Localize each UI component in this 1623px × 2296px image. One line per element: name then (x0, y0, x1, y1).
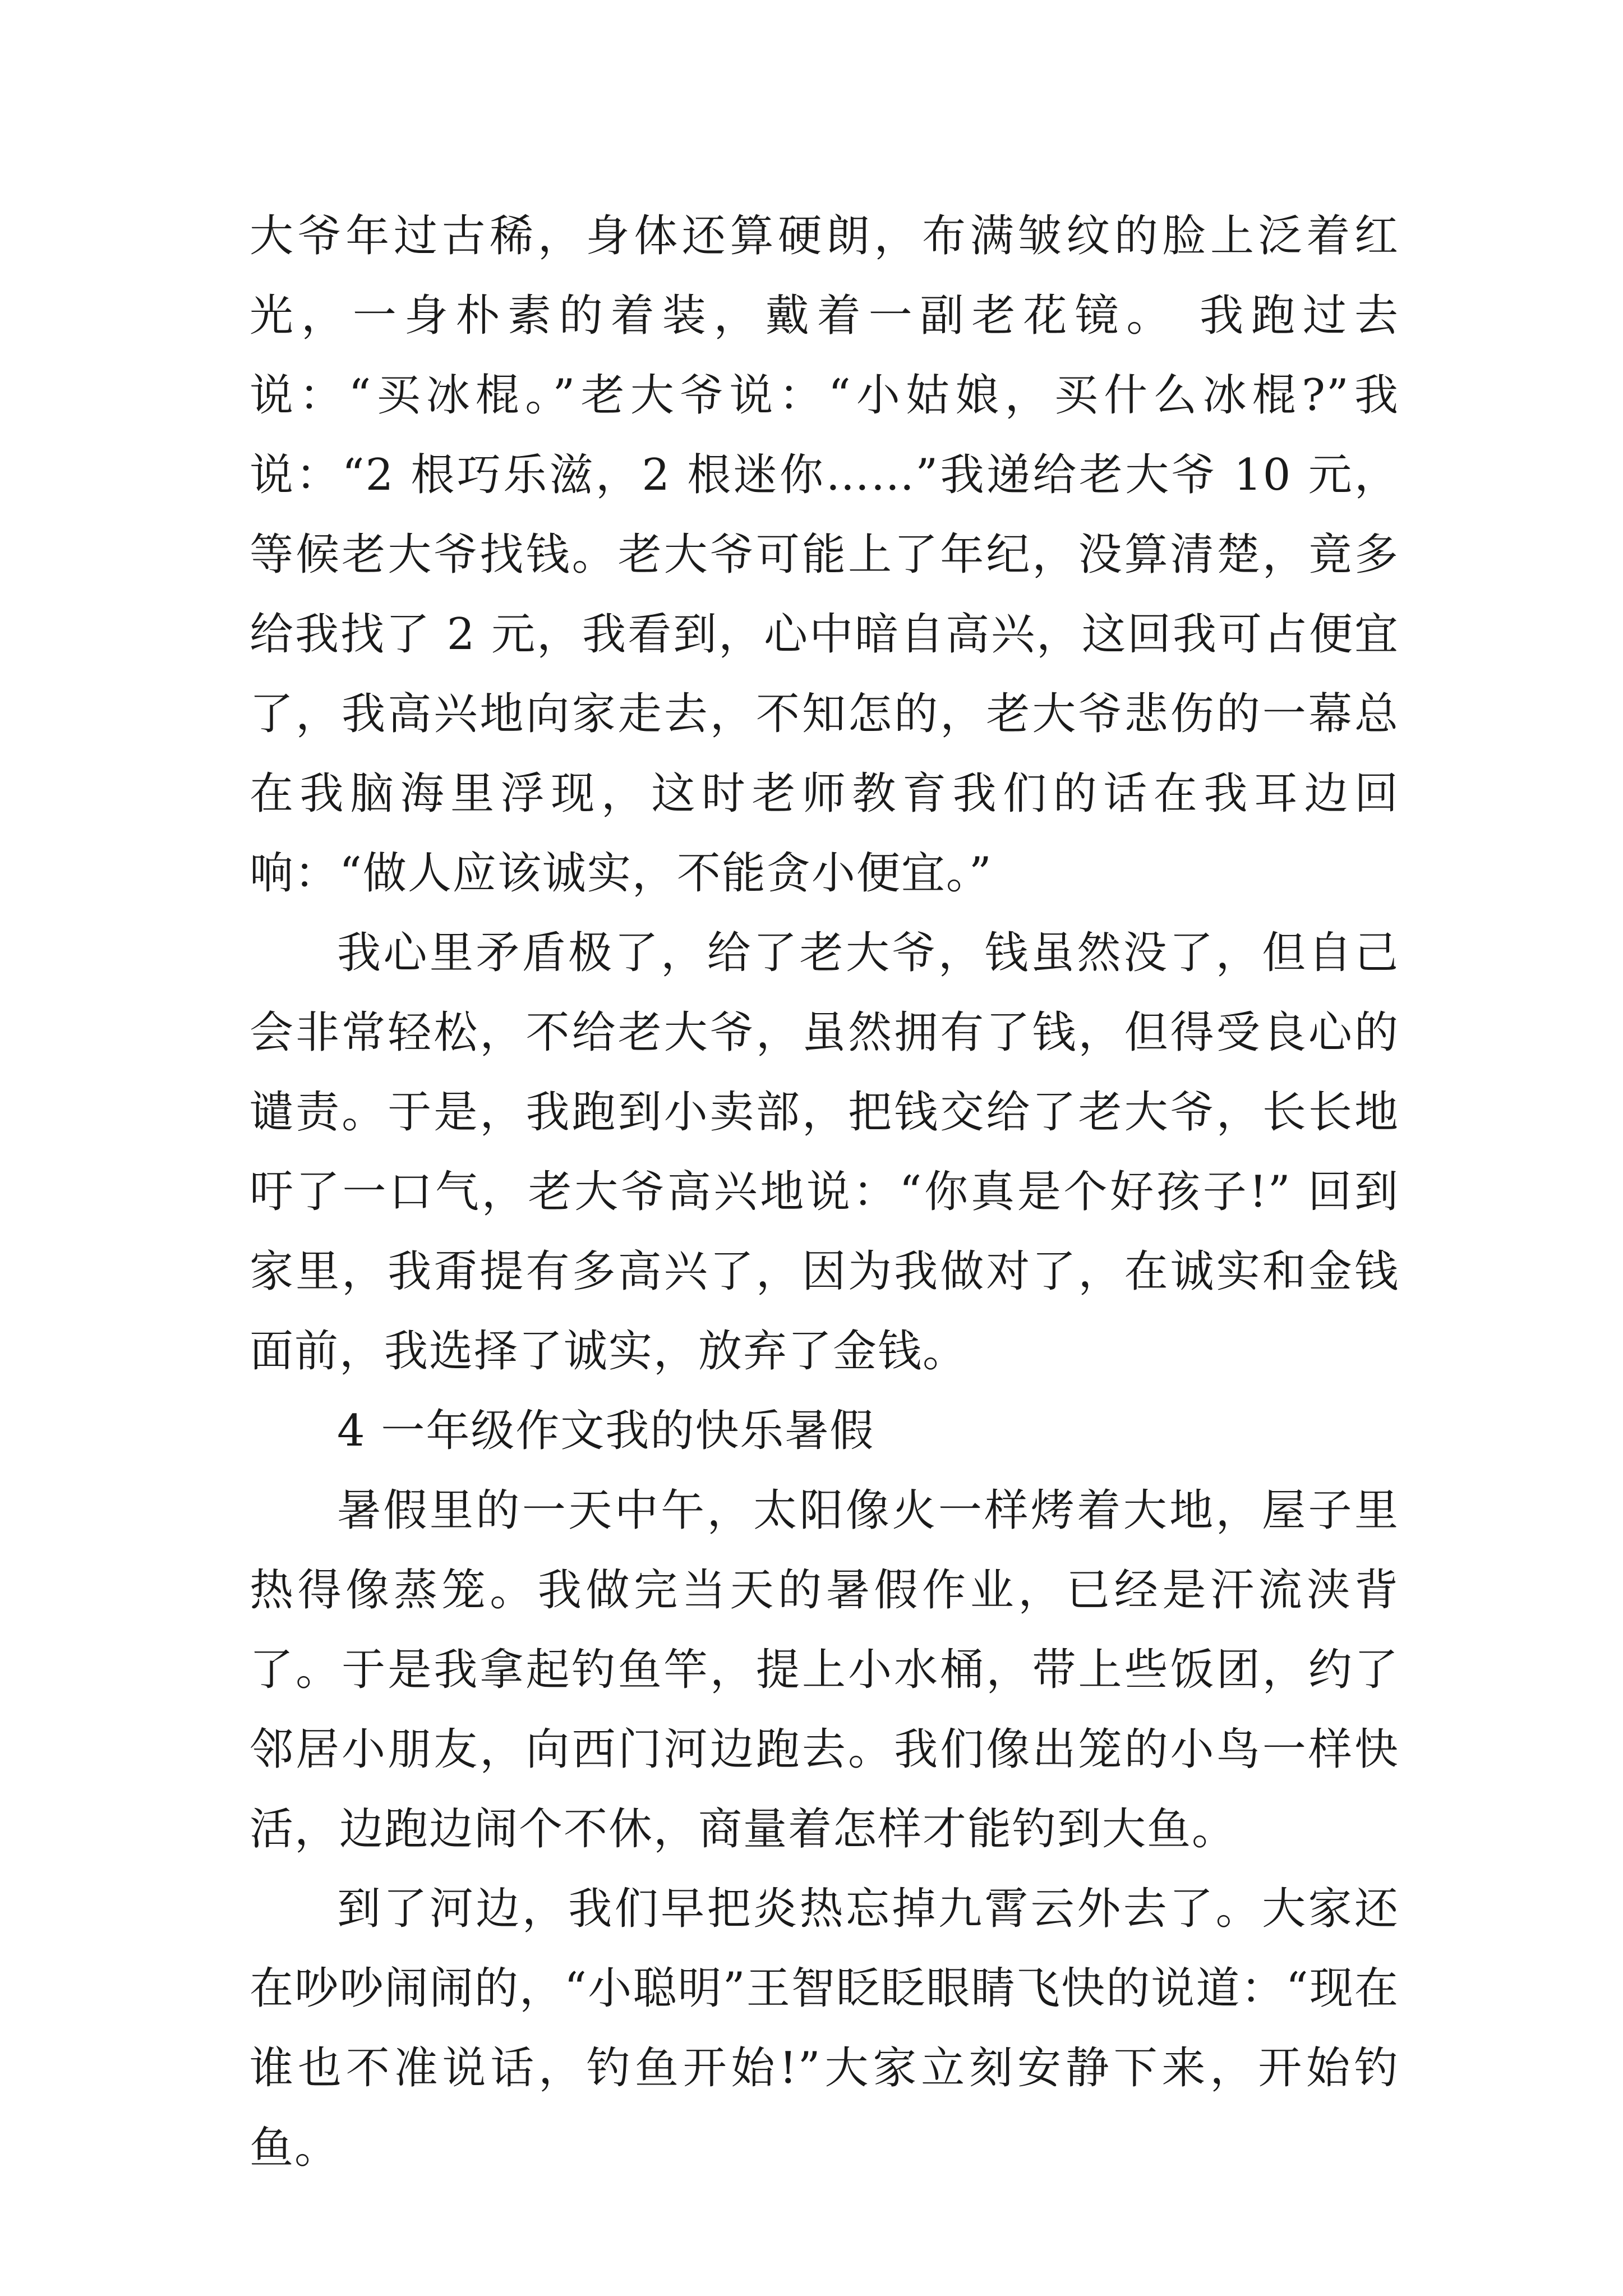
paragraph-2: 我心里矛盾极了，给了老大爷，钱虽然没了，但自己会非常轻松，不给老大爷，虽然拥有了钱，但得受良心的谴责。于是，我跑到小卖部，把钱交给了老大爷，长长地吁了一口气，老大爷高兴地说：“你真是个好孩子!” 回到家里，我甭提有多高兴了，因为我做对了，在诚实和金钱面前，我选择了诚实，放弃了金钱。 (250, 928, 1399, 1377)
section-heading: 4 一年级作文我的快乐暑假 (337, 1406, 875, 1456)
text-body (250, 196, 1399, 2188)
paragraph-1: 大爷年过古稀，身体还算硬朗，布满皱纹的脸上泛着红光，一身朴素的着装，戴着一副老花镜。 我跑过去说：“买冰棍。”老大爷说：“小姑娘，买什么冰棍?”我说：“2 根巧乐滋，2 根迷你……”我递给老大爷 10 元，等候老大爷找钱。老大爷可能上了年纪，没算清楚，竟多给我找了 2 元，我看到，心中暗自高兴，这回我可占便宜了，我高兴地向家走去，不知怎的，老大爷悲伤的一幕总在我脑海里浮现，这时老师教育我们的话在我耳边回响：“做人应该诚实，不能贪小便宜。” (250, 211, 1399, 899)
paragraph-5: 到了河边，我们早把炎热忘掉九霄云外去了。大家还在吵吵闹闹的，“小聪明”王智眨眨眼睛飞快的说道：“现在谁也不准说话，钓鱼开始!”大家立刻安静下来，开始钓鱼。 (250, 1884, 1399, 2173)
paragraph-4: 暑假里的一天中午，太阳像火一样烤着大地，屋子里热得像蒸笼。我做完当天的暑假作业，已经是汗流浃背了。于是我拿起钓鱼竿，提上小水桶，带上些饭团，约了邻居小朋友，向西门河边跑去。我们像出笼的小鸟一样快活，边跑边闹个不休，商量着怎样才能钓到大鱼。 (250, 1485, 1399, 1855)
